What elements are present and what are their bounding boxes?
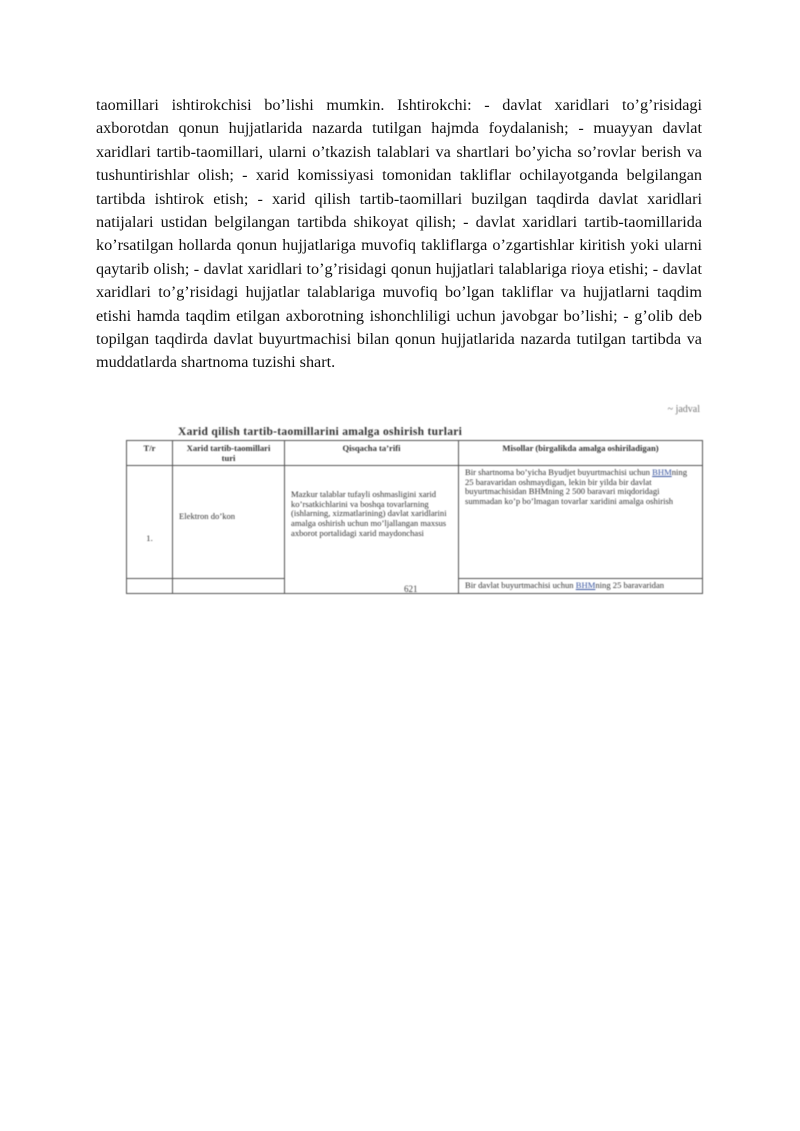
cell-example-1: Bir shartnoma bo’yicha Byudjet buyurtmachisi uchun BHMning 25 baravaridan oshmaydigan, lekin bir yilda bir davlat buyurtmachisidan BHMning 2 500 baravari miqdoridagi summadan ko’p bo’lmagan tovarlar xaridini amalga oshirish [459,466,703,579]
bhm-link-2: BHM [575,580,596,591]
cell-short-description: Mazkur talablar tufayli oshmasligini xarid ko’rsatkichlarini va boshqa tovarlarning (ishlarning, xizmatlarining) davlat xaridlarini amalga oshirish uchun mo’ljallangan maxsus axborot portalidagi xarid maydonchasi [285,466,459,594]
body-paragraph: taomillari ishtirokchisi bo’lishi mumkin. Ishtirokchi: - davlat xaridlari to’g’risidagi axborotdan qonun hujjatlarida nazarda tutilgan hajmda foydalanish; - muayyan davlat xaridlari tartib-taomillari, ularni o’tkazish talablari va shartlari bo’yicha so’rovlar berish va tushuntirishlar olish; - xarid komissiyasi tomonidan takliflar ochilayotganda belgilangan tartibda ishtirok etish; - xarid qilish tartib-taomillari buzilgan taqdirda davlat xaridlari natijalari ustidan belgilangan tartibda shikoyat qilish; - davlat xaridlari tartib-taomillarida ko’rsatilgan hollarda qonun hujjatlariga muvofiq takliflarga o’zgartishlar kiritish yoki ularni qaytarib olish; - davlat xaridlari to’g’risidagi qonun hujjatlari talablariga rioya etishi; - davlat xaridlari to’g’risidagi hujjatlar talablariga muvofiq bo’lgan takliflar va hujjatlarni taqdim etishi hamda taqdim etilgan axborotning ishonchliligi uchun javobgar bo’lishi; - g’olib deb topilgan taqdirda davlat buyurtmachisi bilan qonun hujjatlarida nazarda tutilgan tartibda va muddatlarda shartnoma tuzishi shart. [96,96,702,372]
cell-row-number-2 [127,579,173,594]
procurement-types-table [126,440,703,594]
table-header-row [127,441,703,466]
bhm-link: BHM [652,467,672,478]
header-examples: Misollar (birgalikda amalga oshiriladigan) [459,441,703,466]
header-type: Xarid tartib-taomillari turi [173,441,285,466]
cell-procurement-type-2 [173,579,285,594]
scanned-table-image [124,404,704,592]
cell-example-2: Bir davlat buyurtmachisi uchun BHMning 25 baravaridan [459,579,703,594]
header-description: Qisqacha ta’rifi [285,441,459,466]
scan-page-number: 621 [404,584,418,594]
table-title: Xarid qilish tartib-taomillarini amalga oshirish turlari [178,426,463,438]
cell-procurement-type: Elektron do’kon [173,466,285,579]
scan-corner-mark: ~ jadval [667,404,700,415]
table-row [127,466,703,579]
cell-row-number: 1. [127,466,173,579]
header-number: T/r [127,441,173,466]
